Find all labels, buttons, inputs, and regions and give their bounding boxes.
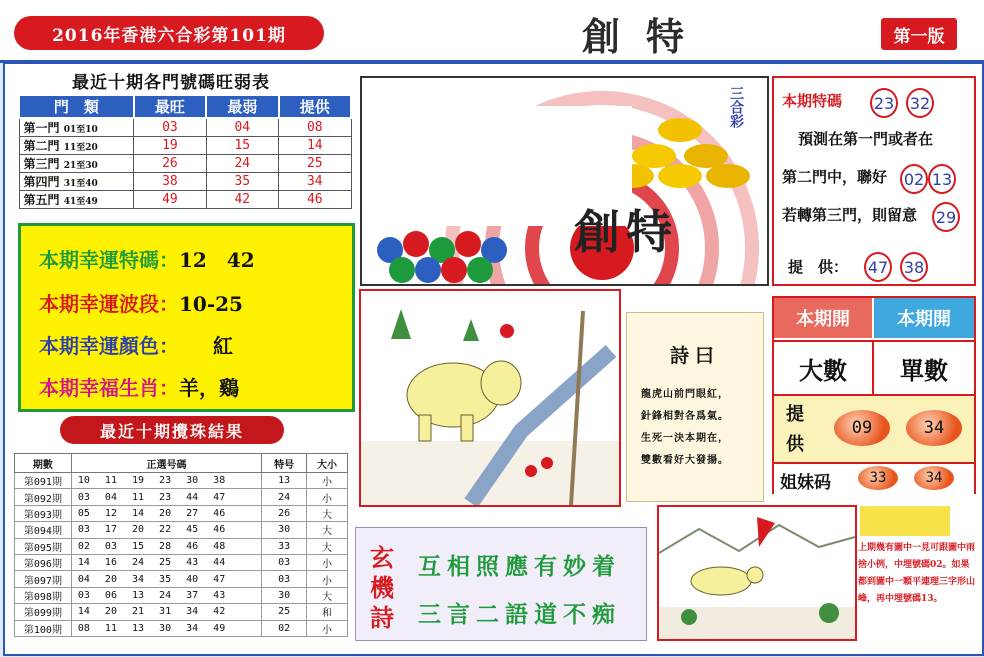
provide-code: 34 — [906, 410, 962, 446]
numbers-cell: 04 20 34 35 40 47 — [71, 571, 261, 587]
xuanji-label: 詩 — [370, 603, 394, 632]
special-code: 02 — [900, 164, 928, 194]
cold-cell: 15 — [206, 137, 278, 155]
tip-cell: 14 — [279, 137, 351, 155]
hot-cell: 19 — [134, 137, 206, 155]
issue-cell: 第093期 — [15, 505, 72, 521]
table-row — [19, 191, 351, 209]
hot-cell: 38 — [134, 173, 206, 191]
cold-cell: 42 — [206, 191, 278, 209]
xuanji-label: 玄 — [370, 543, 394, 572]
poem-line: 雙數看好大發揚。 — [641, 455, 729, 466]
sister-code: 34 — [914, 466, 954, 490]
table-row — [15, 620, 348, 636]
lucky-label: 本期幸運顏色： — [39, 334, 179, 358]
goat-picture — [657, 505, 857, 641]
brand-mark: 三合彩 — [728, 86, 744, 128]
goat-illustration — [659, 507, 855, 639]
numbers-cell: 05 12 14 20 27 46 — [71, 505, 261, 521]
provide-code: 38 — [900, 252, 928, 282]
lucky-value: 10-25 — [179, 292, 243, 316]
issue-cell: 第100期 — [15, 620, 72, 636]
single-number-cell: 單數 — [874, 340, 974, 394]
tip-cell: 34 — [279, 173, 351, 191]
special-cell: 03 — [262, 571, 307, 587]
issue-cell: 第098期 — [15, 587, 72, 603]
hint-note: 上期幾有圖中一見可跟圖中雨捨小例，中埋號碼02。如果都到圖中一顆平連理三字形山峰，再中埋號碼13。 — [858, 543, 976, 604]
tip-cell: 46 — [279, 191, 351, 209]
col-header: 最弱 — [206, 95, 278, 118]
col-header: 大小 — [307, 454, 348, 473]
special-code: 29 — [932, 202, 960, 232]
grid-head-left: 本期開 — [774, 298, 872, 338]
size-cell: 小 — [307, 571, 348, 587]
stats-table — [18, 94, 352, 209]
special-code-panel — [772, 76, 976, 286]
elephant-picture — [359, 289, 621, 507]
sister-row — [774, 462, 974, 494]
special-cell: 03 — [262, 554, 307, 570]
special-cell: 25 — [262, 604, 307, 620]
table-row — [15, 587, 348, 603]
lucky-box — [18, 223, 355, 412]
table-row — [19, 137, 351, 155]
open-grid — [772, 296, 976, 494]
sister-label: 姐妹码 — [780, 473, 831, 493]
xuanji-line-2: 三言二語道不痴 — [418, 601, 621, 628]
numbers-cell: 14 20 21 31 34 42 — [71, 604, 261, 620]
table-row — [15, 473, 348, 489]
col-header: 特号 — [262, 454, 307, 473]
provide-row — [774, 394, 974, 462]
xuanji-label: 機 — [370, 573, 394, 602]
lucky-row — [39, 288, 243, 317]
lucky-label: 本期幸福生肖： — [39, 376, 179, 400]
hot-cell: 49 — [134, 191, 206, 209]
issue-cell: 第097期 — [15, 571, 72, 587]
col-header: 正選号碼 — [71, 454, 261, 473]
cold-cell: 35 — [206, 173, 278, 191]
special-line-1: 預測在第一門或者在 — [798, 130, 934, 148]
size-cell: 大 — [307, 587, 348, 603]
table-row — [19, 173, 351, 191]
size-cell: 大 — [307, 522, 348, 538]
cold-cell: 04 — [206, 118, 278, 137]
col-header: 門 類 — [19, 95, 134, 118]
col-header: 最旺 — [134, 95, 206, 118]
table-row — [19, 155, 351, 173]
tip-cell: 25 — [279, 155, 351, 173]
numbers-cell: 14 16 24 25 43 44 — [71, 554, 261, 570]
table-row — [15, 571, 348, 587]
big-number-cell: 大數 — [774, 340, 874, 394]
table-row — [15, 489, 348, 505]
row-label: 第三門 21至30 — [19, 155, 134, 173]
row-label: 第四門 31至40 — [19, 173, 134, 191]
special-cell: 26 — [262, 505, 307, 521]
special-line-2: 第二門中，聯好 — [782, 168, 888, 186]
special-code: 13 — [928, 164, 956, 194]
table-row — [15, 505, 348, 521]
hero-banner — [360, 76, 769, 286]
special-cell: 30 — [262, 587, 307, 603]
poem-line: 龍虎山前門眼紅， — [641, 389, 729, 400]
size-cell: 小 — [307, 473, 348, 489]
grid-head-right: 本期開 — [874, 298, 974, 338]
row-label: 第二門 11至20 — [19, 137, 134, 155]
table-row — [15, 522, 348, 538]
row-label: 第一門 01至10 — [19, 118, 134, 137]
edition-badge: 第一版 — [881, 18, 957, 50]
provide-label: 提 供： — [788, 258, 849, 276]
table-row — [19, 118, 351, 137]
col-header: 提供 — [279, 95, 351, 118]
special-cell: 30 — [262, 522, 307, 538]
issue-cell: 第094期 — [15, 522, 72, 538]
special-label: 本期特碼 — [782, 92, 843, 110]
tip-cell: 08 — [279, 118, 351, 137]
size-cell: 大 — [307, 505, 348, 521]
lottery-balls — [377, 231, 507, 283]
special-cell: 02 — [262, 620, 307, 636]
size-cell: 小 — [307, 620, 348, 636]
numbers-cell: 03 17 20 22 45 46 — [71, 522, 261, 538]
special-cell: 24 — [262, 489, 307, 505]
issue-cell: 第096期 — [15, 554, 72, 570]
lucky-row — [39, 372, 239, 401]
thumbnail — [860, 506, 950, 536]
numbers-cell: 08 11 13 30 34 49 — [71, 620, 261, 636]
special-code: 23 — [870, 88, 898, 118]
hot-cell: 03 — [134, 118, 206, 137]
size-cell: 和 — [307, 604, 348, 620]
table-row — [15, 538, 348, 554]
lucky-value: 羊，鷄 — [179, 376, 239, 400]
provide-code: 47 — [864, 252, 892, 282]
special-line-3: 若轉第三門，則留意 — [782, 206, 918, 224]
recent-title: 最近十期攪珠結果 — [60, 416, 284, 444]
numbers-cell: 02 03 15 28 46 48 — [71, 538, 261, 554]
table-row — [15, 554, 348, 570]
special-cell: 33 — [262, 538, 307, 554]
page-title: 創特 — [582, 14, 711, 59]
row-label: 第五門 41至49 — [19, 191, 134, 209]
special-cell: 13 — [262, 473, 307, 489]
issue-cell: 第092期 — [15, 489, 72, 505]
target-illustration — [362, 78, 767, 284]
issue-cell: 第091期 — [15, 473, 72, 489]
numbers-cell: 03 04 11 23 44 47 — [71, 489, 261, 505]
lucky-value: 紅 — [213, 334, 233, 358]
provide-code: 09 — [834, 410, 890, 446]
numbers-cell: 10 11 19 23 30 38 — [71, 473, 261, 489]
xuanji-line-1: 互相照應有妙着 — [418, 553, 621, 580]
poem-scroll — [626, 312, 764, 502]
table-row — [15, 604, 348, 620]
xuanji-poem — [355, 527, 647, 641]
hero-stamp: 創特 — [574, 205, 678, 259]
stats-title: 最近十期各門號碼旺弱表 — [72, 73, 270, 93]
issue-cell: 第095期 — [15, 538, 72, 554]
hot-cell: 26 — [134, 155, 206, 173]
lucky-row — [39, 330, 233, 359]
size-cell: 小 — [307, 554, 348, 570]
size-cell: 大 — [307, 538, 348, 554]
numbers-cell: 03 06 13 24 37 43 — [71, 587, 261, 603]
issue-title: 2016年香港六合彩第101期 — [14, 16, 324, 50]
elephant-illustration — [361, 291, 619, 505]
lucky-label: 本期幸運波段： — [39, 292, 179, 316]
issue-cell: 第099期 — [15, 604, 72, 620]
lucky-value: 12 42 — [179, 248, 255, 272]
poem-title: 詩曰 — [669, 345, 720, 367]
poem-line: 針鋒相對各爲氣。 — [641, 411, 729, 422]
poem-line: 生死一決本期在， — [641, 433, 729, 444]
provide-label: 提供 — [786, 404, 804, 455]
size-cell: 小 — [307, 489, 348, 505]
cold-cell: 24 — [206, 155, 278, 173]
col-header: 期數 — [15, 454, 72, 473]
sister-code: 33 — [858, 466, 898, 490]
results-table — [14, 453, 348, 637]
lucky-label: 本期幸運特碼： — [39, 248, 179, 272]
lucky-row — [39, 244, 255, 273]
special-code: 32 — [906, 88, 934, 118]
